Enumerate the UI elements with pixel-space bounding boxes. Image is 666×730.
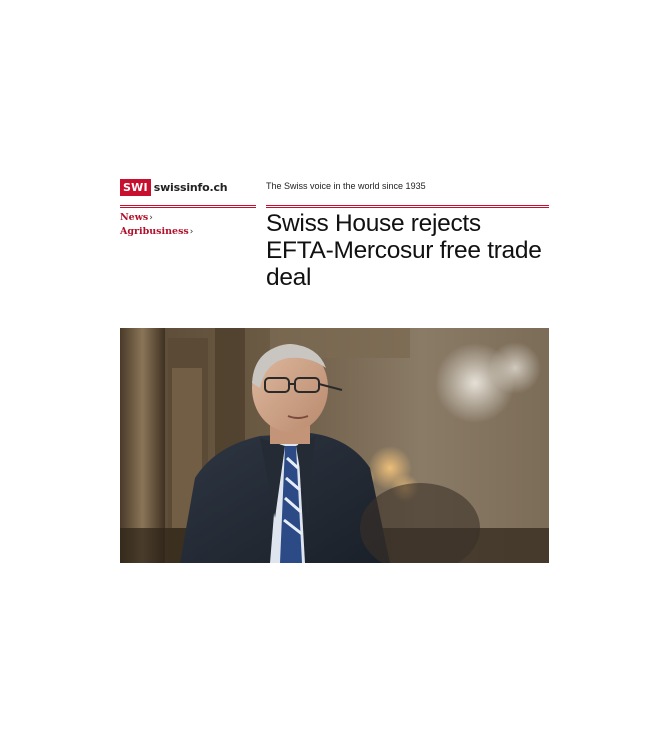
category-label: News: [120, 212, 149, 223]
header-divider-left: [120, 205, 256, 208]
chevron-right-icon: ›: [189, 227, 194, 237]
site-tagline: The Swiss voice in the world since 1935: [266, 181, 426, 191]
category-links: [120, 211, 193, 239]
photo-illustration: [120, 328, 549, 563]
logo-badge: SWI: [120, 179, 151, 196]
category-label: Agribusiness: [120, 226, 189, 237]
logo-domain: swissinfo.ch: [153, 180, 228, 194]
swi-logo[interactable]: [120, 178, 227, 196]
header-divider-right: [266, 205, 549, 208]
site-header: [120, 178, 549, 200]
article-headline: Swiss House rejects EFTA-Mercosur free trade deal: [266, 210, 542, 291]
category-link-agribusiness[interactable]: [120, 225, 193, 239]
chevron-right-icon: ›: [149, 213, 153, 223]
article-photo: [120, 328, 549, 563]
category-link-news[interactable]: [120, 211, 193, 225]
